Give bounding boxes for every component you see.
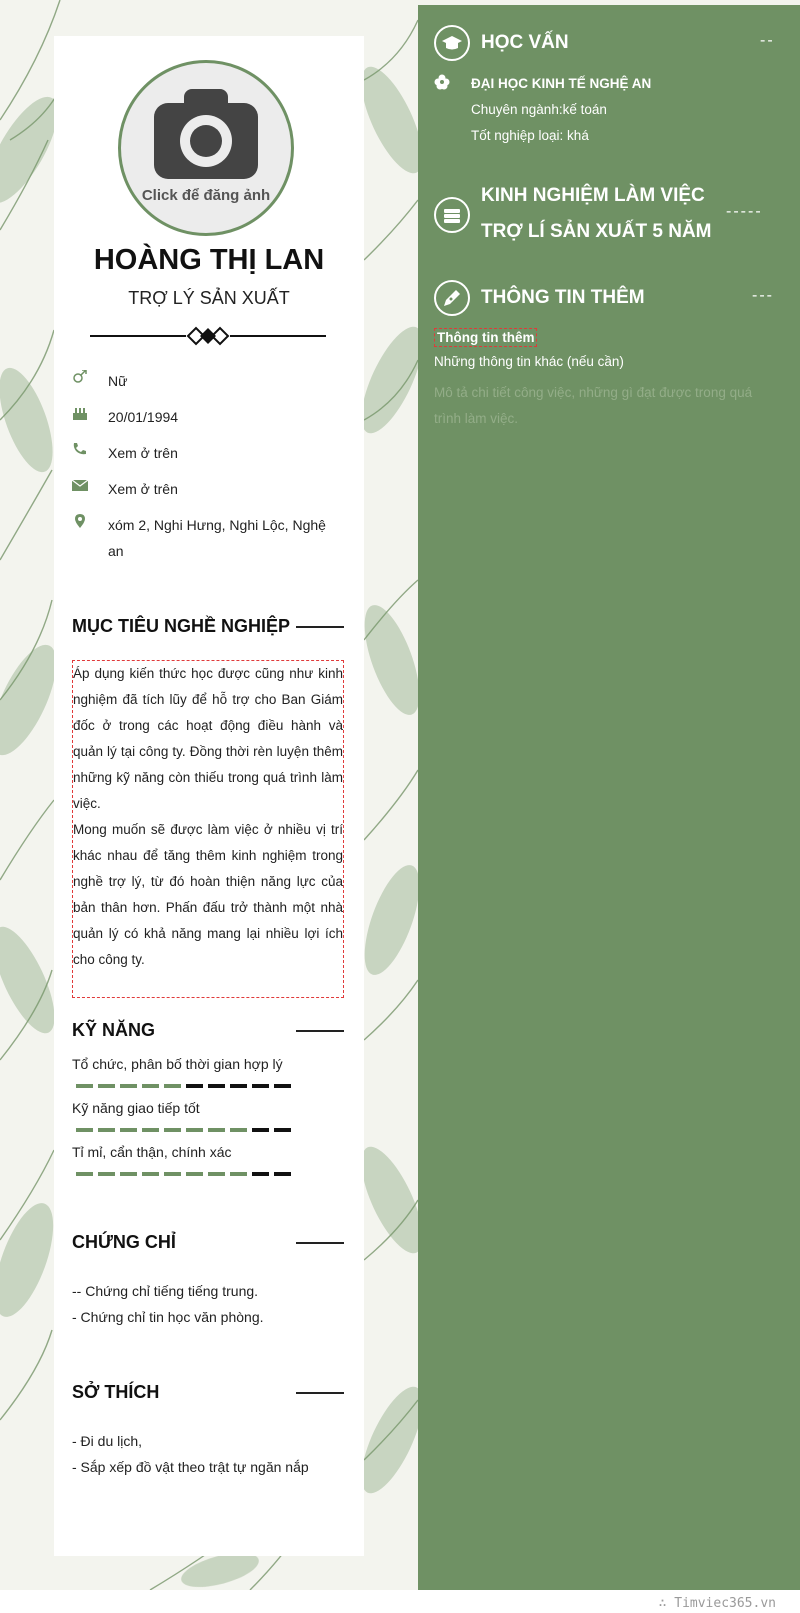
flower-bullet-icon (434, 74, 450, 90)
skill-rating-segment (142, 1172, 159, 1176)
hobby-item: - Đi du lịch, (72, 1433, 143, 1449)
skill-name: Kỹ năng giao tiếp tốt (72, 1100, 200, 1116)
objective-paragraph: Áp dụng kiến thức học được cũng như kinh nghiệm đã tích lũy để hỗ trợ cho Ban Giám đốc ở trong các hoạt động điều hành và quản lý tại công ty. Đồng thời rèn luyện thêm những kỹ năng còn thiếu trong quá trình làm việc. (73, 666, 343, 811)
skill-rating-segment (164, 1128, 181, 1132)
section-dash-decoration: -- (760, 32, 775, 49)
skill-rating-segment (208, 1084, 225, 1088)
skill-rating-segment (76, 1172, 93, 1176)
skill-rating-bar (76, 1084, 298, 1088)
skill-rating-segment (252, 1172, 269, 1176)
additional-info-title: THÔNG TIN THÊM (481, 287, 645, 308)
candidate-name: HOÀNG THỊ LAN (93, 244, 325, 276)
objective-paragraph: Mong muốn sẽ được làm việc ở nhiều vị trí khác nhau để tăng thêm kinh nghiệm trong nghề trợ lý, từ đó hoàn thiện năng lực của bản thân hơn. Phấn đấu trở thành một nhà quản lý có khả năng mang lại nhiều lợi ích cho công ty. (73, 822, 343, 967)
gender-icon (72, 370, 88, 384)
section-title-certificates: CHỨNG CHỈ (72, 1232, 176, 1252)
skill-rating-segment (98, 1128, 115, 1132)
graduation-cap-icon (434, 25, 470, 61)
section-rule (296, 1392, 344, 1394)
skill-rating-segment (186, 1128, 203, 1132)
contact-address: xóm 2, Nghi Hưng, Nghi Lộc, Nghệ an (72, 512, 332, 564)
section-rule (296, 1242, 344, 1244)
pen-nib-icon (434, 280, 470, 316)
experience-item: TRỢ LÍ SẢN XUẤT 5 NĂM (481, 221, 712, 242)
skill-rating-bar (76, 1172, 298, 1176)
birthday-cake-icon (72, 406, 88, 420)
ornament-divider (90, 326, 326, 346)
certificate-item: -- Chứng chỉ tiếng tiếng trung. (72, 1283, 259, 1299)
section-dash-decoration: ----- (726, 203, 763, 220)
skill-name: Tổ chức, phân bố thời gian hợp lý (72, 1056, 283, 1072)
phone-icon (72, 442, 88, 456)
skill-rating-segment (142, 1128, 159, 1132)
skill-rating-segment (274, 1084, 291, 1088)
contact-birthday: 20/01/1994 (72, 404, 332, 430)
skill-rating-segment (164, 1084, 181, 1088)
section-title-hobbies: SỞ THÍCH (72, 1382, 160, 1402)
skill-rating-segment (208, 1172, 225, 1176)
skill-rating-segment (120, 1128, 137, 1132)
skill-rating-segment (230, 1128, 247, 1132)
skill-rating-segment (98, 1084, 115, 1088)
email-icon (72, 478, 88, 492)
skill-rating-segment (274, 1172, 291, 1176)
skill-rating-segment (120, 1172, 137, 1176)
skill-rating-segment (98, 1172, 115, 1176)
additional-info-placeholder[interactable]: Mô tả chi tiết công việc, những gì đạt được trong quá trình làm việc. (434, 385, 753, 426)
camera-icon (154, 89, 258, 179)
skill-rating-segment (76, 1128, 93, 1132)
skill-rating-segment (186, 1172, 203, 1176)
certificate-item: - Chứng chỉ tin học văn phòng. (72, 1309, 264, 1325)
skill-rating-segment (186, 1084, 203, 1088)
education-major: Chuyên ngành:kế toán (471, 102, 607, 117)
additional-info-label[interactable]: Thông tin thêm (434, 328, 537, 347)
skill-rating-segment (76, 1084, 93, 1088)
skill-rating-bar (76, 1128, 298, 1132)
hobby-item: - Sắp xếp đồ vật theo trật tự ngăn nắp (72, 1459, 309, 1475)
section-dash-decoration: --- (752, 287, 774, 304)
section-rule (296, 1030, 344, 1032)
books-icon (434, 197, 470, 233)
education-grade: Tốt nghiệp loại: khá (471, 128, 589, 143)
contact-gender: Nữ (72, 368, 332, 394)
skill-name: Tỉ mỉ, cẩn thận, chính xác (72, 1144, 232, 1160)
skill-rating-segment (274, 1128, 291, 1132)
additional-info-text[interactable]: Những thông tin khác (nếu cần) (434, 354, 624, 369)
avatar-upload-label: Click để đăng ảnh (141, 187, 271, 204)
objective-text[interactable] (72, 660, 344, 998)
education-title: HỌC VẤN (481, 32, 569, 53)
section-rule (296, 626, 344, 628)
site-watermark: ∴ Timviec365.vn (658, 1596, 776, 1611)
skill-rating-segment (208, 1128, 225, 1132)
contact-phone: Xem ở trên (72, 440, 332, 466)
job-title: TRỢ LÝ SẢN XUẤT (128, 288, 290, 308)
contact-email: Xem ở trên (72, 476, 332, 502)
avatar-upload[interactable] (118, 60, 294, 236)
section-title-skills: KỸ NĂNG (72, 1020, 156, 1040)
education-school: ĐẠI HỌC KINH TẾ NGHỆ AN (471, 76, 652, 91)
skill-rating-segment (252, 1128, 269, 1132)
skill-rating-segment (230, 1172, 247, 1176)
location-pin-icon (72, 514, 88, 528)
skill-rating-segment (120, 1084, 137, 1088)
skill-rating-segment (230, 1084, 247, 1088)
skill-rating-segment (164, 1172, 181, 1176)
skill-rating-segment (252, 1084, 269, 1088)
section-title-objective: MỤC TIÊU NGHỀ NGHIỆP (72, 616, 291, 636)
experience-title: KINH NGHIỆM LÀM VIỆC (481, 185, 705, 206)
skill-rating-segment (142, 1084, 159, 1088)
